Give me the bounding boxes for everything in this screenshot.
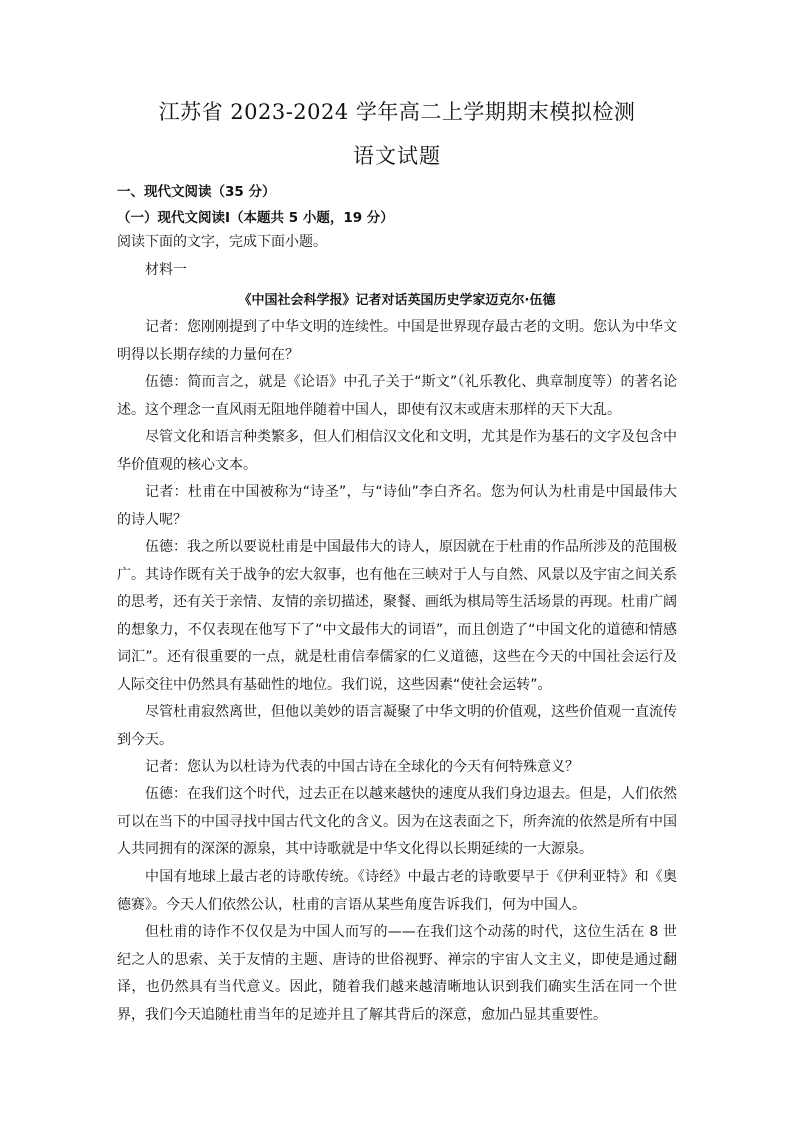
section-heading: 一、现代文阅读（35 分） [117,184,276,200]
exam-title: 江苏省 2023-2024 学年高二上学期期末模拟检测 [158,100,636,124]
paragraph-8: 伍德：在我们这个时代，过去正在以越来越快的速度从我们身边退去。但是，人们依然可以在当下的中国寻找中国古代文化的含义。因为在这表面之下，所奔流的依然是所有中国人共同拥有的深深的源泉，其中诗歌就是中华文化得以长期延续的一大源泉。 [117,786,677,857]
paragraph-6: 尽管杜甫寂然离世，但他以美妙的语言凝聚了中华文明的价值观，这些价值观一直流传到今天。 [117,704,677,748]
instruction-text: 阅读下面的文字，完成下面小题。 [117,234,327,250]
paragraph-9: 中国有地球上最古老的诗歌传统。《诗经》中最古老的诗歌要早于《伊利亚特》和《奥德赛》。今天人们依然公认，杜甫的言语从某些角度告诉我们，何为中国人。 [117,869,677,913]
material-label: 材料一 [145,262,187,278]
article-title: 《中国社会科学报》记者对话英国历史学家迈克尔·伍德 [238,293,556,308]
paragraph-3: 尽管文化和语言种类繁多，但人们相信汉文化和文明，尤其是作为基石的文字及包含中华价值观的核心文本。 [117,429,677,473]
paragraph-7: 记者：您认为以杜诗为代表的中国古诗在全球化的今天有何特殊意义？ [145,759,579,775]
paragraph-10: 但杜甫的诗作不仅仅是为中国人而写的——在我们这个动荡的时代，这位生活在 8 世纪之人的思索、关于友情的主题、唐诗的世俗视野、禅宗的宇宙人文主义，即使是通过翻译，也仍然具有当代意义。因此，随着我们越来越清晰地认识到我们确实生活在同一个世界，我们今天追随杜甫当年的足迹并且了解其背后的深意，愈加凸显其重要性。 [117,924,677,1023]
paragraph-1: 记者：您刚刚提到了中华文明的连续性。中国是世界现存最古老的文明。您认为中华文明得以长期存续的力量何在？ [117,319,677,363]
paragraph-2: 伍德：简而言之，就是《论语》中孔子关于“斯文”（礼乐教化、典章制度等）的著名论述。这个理念一直风雨无阻地伴随着中国人，即使有汉末或唐末那样的天下大乱。 [117,374,677,418]
paragraph-4: 记者：杜甫在中国被称为“诗圣”，与“诗仙”李白齐名。您为何认为杜甫是中国最伟大的诗人呢？ [117,484,677,528]
paragraph-5: 伍德：我之所以要说杜甫是中国最伟大的诗人，原因就在于杜甫的作品所涉及的范围极广。其诗作既有关于战争的宏大叙事，也有他在三峡对于人与自然、风景以及宇宙之间关系的思考，还有关于亲情、友情的亲切描述，聚餐、画纸为棋局等生活场景的再现。杜甫广阔的想象力，不仅表现在他写下了“中文最伟大的词语”，而且创造了“中国文化的道德和情感词汇”。还有很重要的一点，就是杜甫信奉儒家的仁义道德，这些在今天的中国社会运行及人际交往中仍然具有基础性的地位。我们说，这些因素“使社会运转”。 [117,539,677,693]
exam-subtitle: 语文试题 [353,144,441,168]
subsection-heading: （一）现代文阅读Ⅰ（本题共 5 小题，19 分） [117,210,394,226]
